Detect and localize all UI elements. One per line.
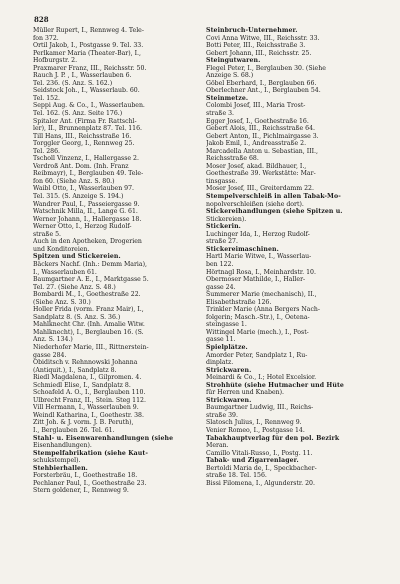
- section-heading: Stickerin.: [206, 223, 241, 231]
- entry-line: (Antiquit.), I., Sandplatz 8.: [33, 366, 117, 374]
- entry-line: Jakob Emil, I., Andreasstraße 2.: [206, 140, 307, 148]
- entry-line: Anzeige S. 68.): [206, 72, 254, 80]
- entry-line: dinplatz.: [206, 359, 234, 367]
- section-heading: Strohhüte (siehe Hutmacher und Hüte: [206, 381, 344, 389]
- entry-line: Müller Rupert, I., Rennweg 4. Tele-: [33, 27, 144, 34]
- entry-line: Waibl Otto, I., Wasserlauben 97.: [33, 185, 134, 193]
- entry-line: straße 3.: [206, 110, 234, 118]
- entry-line: Perlkamer Maria (Theater-Bar), I.,: [33, 49, 141, 57]
- entry-line: Bertoldi Maria de, I., Speckbacher-: [206, 464, 317, 472]
- entry-line: Amorder Peter, Sandplatz 1, Ru-: [206, 351, 308, 359]
- entry-line: Göbel Eberhard, I., Berglauben 66.: [206, 79, 317, 87]
- entry-line: Hofburgstr. 2.: [33, 57, 78, 65]
- entry-line: I., Wasserlauben 61.: [33, 268, 97, 276]
- entry-line: straße 5.: [33, 230, 61, 238]
- entry-line: Verdroß Ant. Dom. (Inh. Franz: [33, 162, 129, 170]
- section-heading: Stickereihandlungen (siehe Spitzen u.: [206, 208, 343, 216]
- entry-line: Anz. S. 134.): [33, 336, 73, 344]
- entry-line: Botti Peter, III., Reichsstraße 3.: [206, 42, 306, 50]
- entry-line: ben 122.: [206, 260, 234, 268]
- entry-line: fon 60. (Siehe Anz. S. 80.): [33, 177, 115, 185]
- section-heading: Stempelfabrikation (siehe Kaut-: [33, 449, 149, 457]
- entry-line: Bissi Filomena, I., Algunderstr. 20.: [206, 479, 315, 487]
- entry-line: Tel. 236. (S. Anz. S. 162.): [33, 79, 113, 87]
- entry-line: gasse 24.: [206, 283, 236, 291]
- entry-line: Zitt Joh. & J. vorm. J. B. Peruth),: [33, 419, 134, 427]
- section-heading: Spielplätze.: [206, 343, 248, 351]
- entry-line: Riedl Magdalena, I., Gilpromen. 4.: [33, 374, 142, 382]
- entry-line: Goethestraße 39. Werkstätte: Mar-: [206, 170, 316, 178]
- entry-line: Wandrer Paul, I., Passeiergasse 9.: [33, 200, 140, 208]
- entry-line: Holler Frida (vorm. Franz Mair), I.,: [33, 306, 144, 314]
- section-heading: Strickwaren.: [206, 366, 252, 374]
- entry-line: Baumgartner A. E., I., Marktgasse 5.: [33, 276, 149, 284]
- entry-line: Sandplatz 8. (S. Anz. S. 36.): [33, 313, 121, 321]
- entry-line: Moser Josef, akad. Bildhauer, I.,: [206, 162, 307, 170]
- entry-line: Obermoser Mathilde, I., Haller-: [206, 276, 306, 284]
- entry-line: Ulbrecht Franz, II., Stein. Steg 112.: [33, 396, 146, 404]
- entry-line: Werner Otto, I., Herzog Rudolf-: [33, 223, 132, 231]
- entry-line: nopolverschleißen (siehe dort).: [206, 200, 304, 208]
- section-heading: Stahl- u. Eisenwarenhandlungen (siehe: [33, 434, 174, 442]
- entry-line: Obiditsch v. Rehnnowski Johanna: [33, 359, 138, 367]
- entry-line: Oberlechner Ant., I., Berglauben 54.: [206, 87, 321, 95]
- entry-line: ler), II., Brunnenplatz 87. Tel. 116.: [33, 125, 142, 133]
- entry-line: Till Hans, III., Reichsstraße 16.: [33, 132, 132, 140]
- section-heading: Steinmetze.: [206, 94, 249, 102]
- section-heading: Steinbruch-Unternehmer.: [206, 27, 298, 34]
- entry-line: Torggler Georg, I., Rennweg 25.: [33, 140, 135, 148]
- section-heading: Tabak- und Zigarrenlager.: [206, 457, 299, 465]
- entry-line: für Herren und Knaben).: [206, 389, 284, 397]
- entry-line: Praxmarer Franz, III., Reichsstr. 50.: [33, 64, 147, 72]
- section-heading: Stempelverschleiß in allen Tabak-Mo-: [206, 193, 341, 201]
- entry-line: Spitaler Ant. (Firma Fr. Rattschl-: [33, 117, 137, 125]
- section-heading: Stickereimaschinen.: [206, 245, 279, 253]
- entry-line: Mahlknecht), I., Berglauben 16. (S.: [33, 328, 144, 336]
- entry-line: Auch in den Apotheken, Drogerien: [33, 238, 142, 246]
- entry-line: schukstempel).: [33, 457, 81, 465]
- entry-line: Rauch J. P. , I., Wasserlauben 6.: [33, 72, 132, 80]
- entry-line: Seppi Aug. & Co., I., Wasserlauben.: [33, 102, 145, 110]
- entry-line: Pechlaner Paul, I., Goethestraße 23.: [33, 479, 147, 487]
- page-number: 828: [34, 15, 49, 24]
- section-heading: Spitzen und Stickereien.: [33, 253, 121, 261]
- entry-line: Gebert Alois, III., Reichsstraße 64.: [206, 125, 315, 133]
- section-heading: Stehbierhallen.: [33, 464, 88, 472]
- entry-line: Colombi Josef, III., Maria Trost-: [206, 102, 306, 110]
- entry-line: Moser Josef, III., Greiterdamm 22.: [206, 185, 314, 193]
- entry-line: Tel. 286.: [33, 147, 60, 155]
- entry-line: I., Berglauben 26. Tel. 61.: [33, 426, 115, 434]
- entry-line: Bombardi M., I., Goethestraße 22.: [33, 291, 141, 299]
- entry-line: Venier Romeo, I., Postgasse 14.: [206, 426, 305, 434]
- entry-line: Tscholl Vinzenz, I., Hallergasse 2.: [33, 155, 139, 163]
- entry-line: (Siehe Anz. S. 30.): [33, 298, 91, 306]
- entry-line: Tel. 27. (Siehe Anz. S. 48.): [33, 283, 116, 291]
- entry-line: tinsgasse.: [206, 177, 238, 185]
- entry-line: Stern goldener, I., Rennweg 9.: [33, 487, 129, 495]
- entry-line: Werner Johann, I., Hallergasse 18.: [33, 215, 142, 223]
- entry-line: straße 39.: [206, 411, 238, 419]
- entry-line: Elisabethstraße 126.: [206, 298, 272, 306]
- right-column: [206, 27, 353, 487]
- entry-line: Forsterbräu, I., Goethestraße 18.: [33, 472, 138, 480]
- entry-line: Seidstock Joh., I., Wasserlaub. 60.: [33, 87, 140, 95]
- left-column: [33, 27, 180, 495]
- entry-line: gasse 284.: [33, 351, 67, 359]
- entry-line: Flegel Peter, I., Berglauben 30. (Siehe: [206, 64, 326, 72]
- entry-line: Eisenhandlungen).: [33, 442, 92, 450]
- entry-line: Niederhofer Marie, III., Rittnerstein-: [33, 343, 149, 351]
- entry-line: und Konditoreien.: [33, 245, 90, 253]
- entry-line: Gebert Johann, III., Reichsstr. 25.: [206, 49, 312, 57]
- entry-line: Stickereien).: [206, 215, 247, 223]
- section-heading: Tabakhauptverlag für den pol. Bezirk: [206, 434, 340, 442]
- entry-line: straße 18. Tel. 156.: [206, 472, 267, 480]
- entry-line: Schmiedl Elise, I., Sandplatz 8.: [33, 381, 131, 389]
- entry-line: Reichsstraße 68.: [206, 155, 259, 163]
- entry-line: Summerer Marie (mechanisch), II.,: [206, 291, 317, 299]
- entry-line: Tel. 162. (S. Anz. Seite 176.): [33, 110, 123, 118]
- entry-line: fon 372.: [33, 34, 59, 42]
- entry-line: Covi Anna Witwe, III., Reichsstr. 33.: [206, 34, 320, 42]
- entry-line: Weindl Katharina, I., Goethestr. 38.: [33, 411, 144, 419]
- entry-line: steingasse 1.: [206, 321, 247, 329]
- entry-line: Watschnik Milla, II., Lange G. 61.: [33, 208, 138, 216]
- entry-line: Gebert Anton, II., Pichlmairgasse 3.: [206, 132, 319, 140]
- entry-line: Tel. 152.: [33, 94, 60, 102]
- entry-line: Luchinger Ida, I., Herzog Rudolf-: [206, 230, 310, 238]
- entry-line: Baumgartner Ludwig, III., Reichs-: [206, 404, 314, 412]
- entry-line: Hörtnagl Rosa, I., Meinhardstr. 10.: [206, 268, 316, 276]
- entry-line: Wittingel Marie (mech.), I., Post-: [206, 328, 309, 336]
- entry-line: Mahlknecht Chr. (Inh. Amalie Witw.: [33, 321, 145, 329]
- entry-line: Schoafeld A. O., I., Berglauben 110.: [33, 389, 146, 397]
- entry-line: Tel. 315. (S. Anzeige S. 194.): [33, 193, 124, 201]
- entry-line: Reibmayr), I., Berglauben 49. Tele-: [33, 170, 144, 178]
- entry-line: Ortil Jakob, I., Postgasse 9. Tel. 33.: [33, 42, 144, 50]
- entry-line: Trinkler Marie (Anna Bergers Nach-: [206, 306, 320, 314]
- entry-line: straße 27.: [206, 238, 238, 246]
- entry-line: Hartl Marie Witwe, I., Wasserlau-: [206, 253, 312, 261]
- entry-line: Meinardi & Co., I.; Hotel Excelsior.: [206, 374, 317, 382]
- entry-line: Camillo Vitali-Russo, I., Postg. 11.: [206, 449, 313, 457]
- entry-line: Bäckers Nachf. (Inh.: Demm Maria),: [33, 260, 147, 268]
- entry-line: Egger Josef, I., Goethestraße 16.: [206, 117, 309, 125]
- section-heading: Strickwaren.: [206, 396, 252, 404]
- entry-line: Marcadella Anton u. Sebastian, III.,: [206, 147, 318, 155]
- section-heading: Steingutwaren.: [206, 57, 261, 65]
- entry-line: Vill Hermann, I., Wasserlauben 9.: [33, 404, 139, 412]
- entry-line: gasse 11.: [206, 336, 236, 344]
- entry-line: folgerin; Masch.-Str.), I., Oetena-: [206, 313, 310, 321]
- entry-line: Meran.: [206, 442, 229, 450]
- entry-line: Slatosch Julius, I., Rennweg 9.: [206, 419, 302, 427]
